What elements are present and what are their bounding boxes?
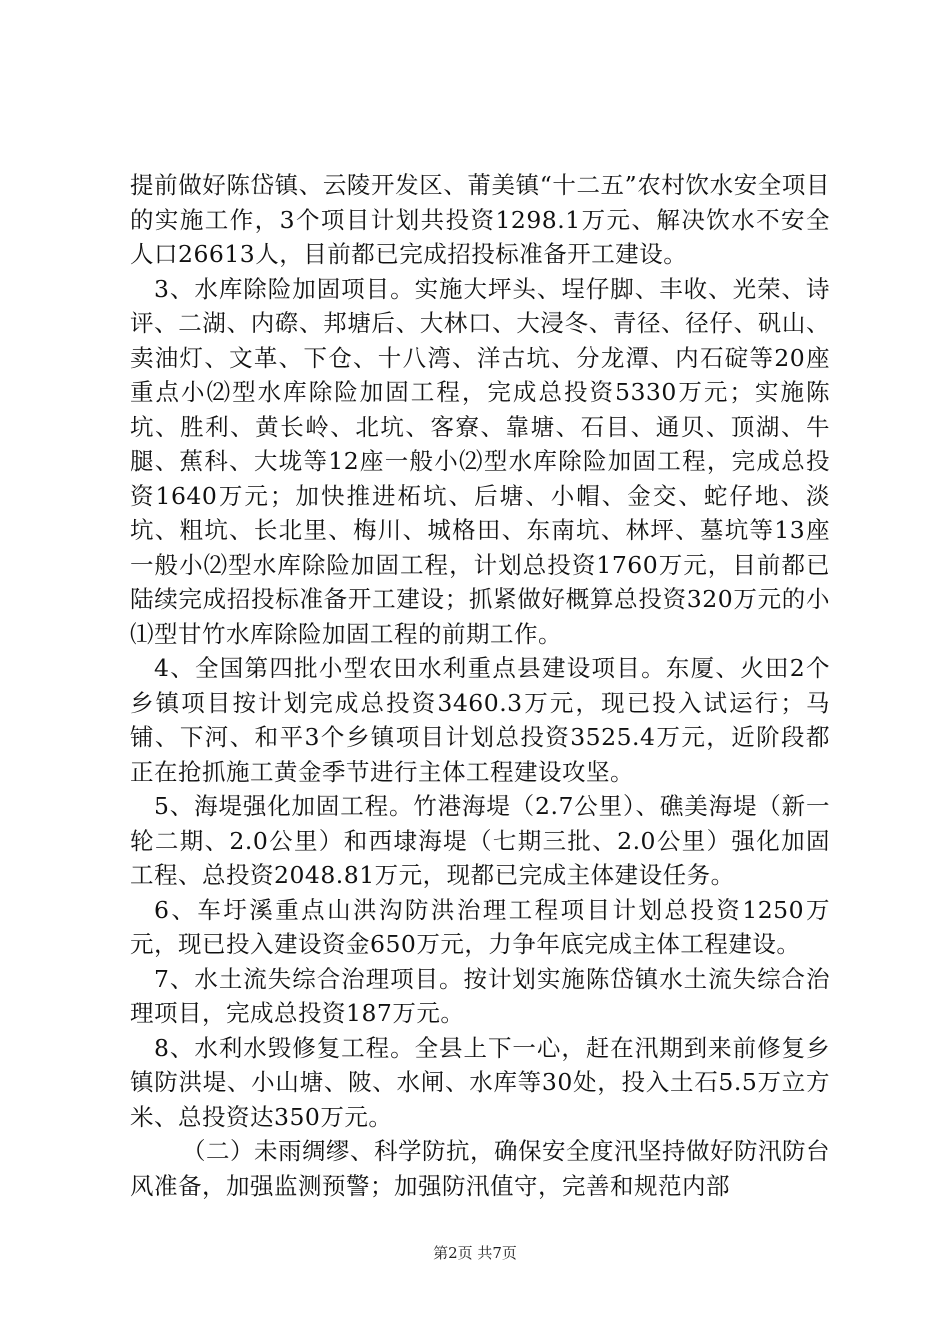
paragraph-flood-prevention: （二）未雨绸缪、科学防抗，确保安全度汛坚持做好防汛防台风准备，加强监测预警；加强防汛值守，完善和规范内部	[130, 1137, 830, 1200]
paragraph-rural-water: 提前做好陈岱镇、云陵开发区、莆美镇“十二五”农村饮水安全项目的实施工作，3个项目计划共投资1298.1万元、解决饮水不安全人口26613人，目前都已完成招投标准备开工建设。	[130, 171, 830, 268]
paragraph-seawall: 5、海堤强化加固工程。竹港海堤（2.7公里）、礁美海堤（新一轮二期、2.0公里）和西埭海堤（七期三批、2.0公里）强化加固工程、总投资2048.81万元，现都已完成主体建设任务。	[130, 792, 830, 889]
page-number-footer: 第2页 共7页	[433, 1244, 517, 1262]
paragraph-farmland-irrigation: 4、全国第四批小型农田水利重点县建设项目。东厦、火田2个乡镇项目按计划完成总投资3460.3万元，现已投入试运行；马铺、下河、和平3个乡镇项目计划总投资3525.4万元，近阶段都正在抢抓施工黄金季节进行主体工程建设攻坚。	[130, 654, 830, 786]
paragraph-soil-erosion: 7、水土流失综合治理项目。按计划实施陈岱镇水土流失综合治理项目，完成总投资187万元。	[130, 964, 830, 1027]
paragraph-flood-damage-repair: 8、水利水毁修复工程。全县上下一心，赶在汛期到来前修复乡镇防洪堤、小山塘、陂、水闸、水库等30处，投入土石5.5万立方米、总投资达350万元。	[130, 1033, 830, 1131]
document-body	[130, 168, 830, 1203]
paragraph-flood-ditch: 6、车圩溪重点山洪沟防洪治理工程项目计划总投资1250万元，现已投入建设资金650万元，力争年底完成主体工程建设。	[130, 895, 830, 958]
paragraph-reservoir-reinforcement: 3、水库除险加固项目。实施大坪头、埕仔脚、丰收、光荣、诗评、二湖、内磜、邦塘后、大林口、大浸冬、青径、径仔、矾山、卖油灯、文革、下仓、十八湾、洋古坑、分龙潭、内石碇等20座重点小⑵型水库除险加固工程，完成总投资5330万元；实施陈坑、胜利、黄长岭、北坑、客寮、靠塘、石目、通贝、顶湖、牛腿、蕉科、大垅等12座一般小⑵型水库除险加固工程，完成总投资1640万元；加快推进柘坑、后塘、小帽、金交、蛇仔地、淡坑、粗坑、长北里、梅川、城格田、东南坑、林坪、墓坑等13座一般小⑵型水库除险加固工程，计划总投资1760万元，目前都已陆续完成招投标准备开工建设；抓紧做好概算总投资320万元的小⑴型甘竹水库除险加固工程的前期工作。	[130, 274, 830, 648]
